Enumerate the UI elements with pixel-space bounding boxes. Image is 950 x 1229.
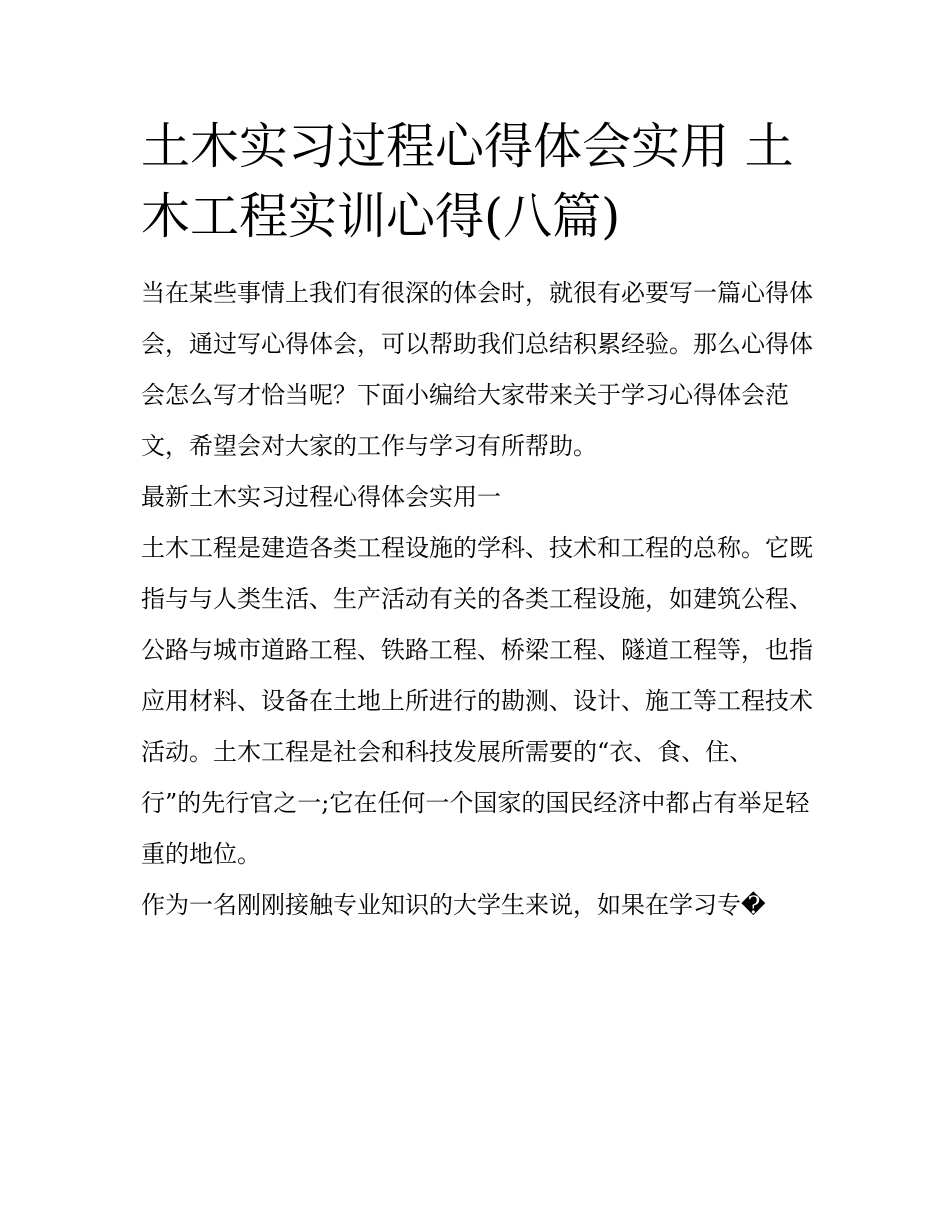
document-body xyxy=(141,268,821,931)
body-paragraph: 土木工程是建造各类工程设施的学科、技术和工程的总称。它既指与与人类生活、生产活动有关的各类工程设施，如建筑公程、公路与城市道路工程、铁路工程、桥梁工程、隧道工程等，也指应用材料、设备在土地上所进行的勘测、设计、施工等工程技术活动。土木工程是社会和科技发展所需要的“衣、食、住、行”的先行官之一;它在任何一个国家的国民经济中都占有举足轻重的地位。 xyxy=(141,534,813,868)
intro-paragraph: 当在某些事情上我们有很深的体会时，就很有必要写一篇心得体会，通过写心得体会，可以帮助我们总结积累经验。那么心得体会怎么写才恰当呢？下面小编给大家带来关于学习心得体会范文，希望会对大家的工作与学习有所帮助。 xyxy=(141,279,813,460)
section-heading: 最新土木实习过程心得体会实用一 xyxy=(141,483,501,511)
document-title: 土木实习过程心得体会实用 土木工程实训心得(八篇) xyxy=(141,118,794,245)
document-content xyxy=(141,112,821,931)
body-paragraph-truncated: 作为一名刚刚接触专业知识的大学生来说，如果在学习专� xyxy=(141,891,766,919)
